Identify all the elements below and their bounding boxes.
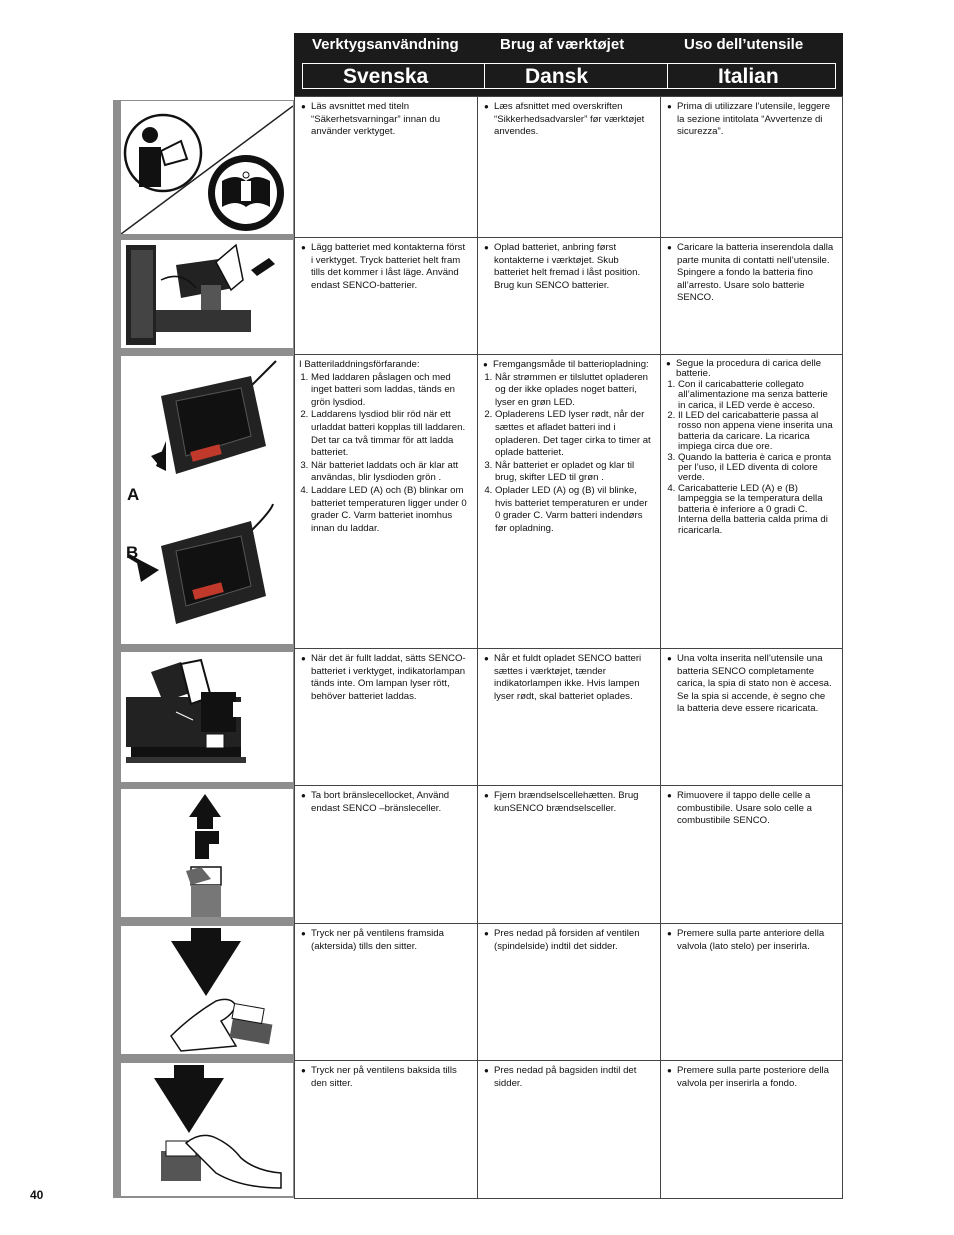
charger-illustration [121, 356, 293, 644]
bullet-icon: ● [484, 243, 489, 252]
row3-it-list [666, 380, 836, 536]
label-b: B [126, 543, 139, 562]
bullet-icon: ● [667, 243, 672, 252]
list-item: 3. När batteriet laddats och är klar att användas, blir lysdioden grön . [311, 460, 471, 485]
row1-it-text: Prima di utilizzare l’utensile, leggere la sezione intitolata “Avvertenze di sicurezza”. [677, 101, 831, 138]
tool-indicator-illustration [121, 652, 293, 782]
bullet-icon: ● [301, 654, 306, 663]
bullet-icon: ● [484, 929, 489, 938]
row3-it-intro: Segue la procedura di carica delle batterie. [676, 358, 822, 380]
col2-heading: Brug af værktøjet [500, 36, 625, 53]
list-item: 1. Con il caricabatterie collegato all’alimentazione ma senza batterie in carica, il LED verde è acceso. [678, 380, 836, 411]
row7-sv-text: Tryck ner på ventilens baksida tills den sitter. [311, 1065, 457, 1089]
row3-da-intro: Fremgangsmåde til batteriopladning: [493, 359, 649, 370]
table-row [294, 648, 843, 785]
row5-da-text: Fjern brændselscellehætten. Brug kunSENCO brændselsceller. [494, 790, 639, 814]
table-row [294, 237, 843, 354]
row7-it-text: Premere sulla parte posteriore della valvola per inserirla a fondo. [677, 1065, 829, 1089]
bullet-icon: ● [484, 654, 489, 663]
col3-heading: Uso dell’utensile [684, 36, 804, 53]
press-valve-front-illustration [121, 926, 293, 1054]
bullet-icon: ● [484, 791, 489, 800]
list-item: 2. Il LED del caricabatterie passa al rosso non appena viene inserita una batteria da caricare. La ricarica impiega circa due ore. [678, 411, 836, 453]
row4-sv-text: När det är fullt laddat, sätts SENCO-batteriet i verktyget, indikatorlampan tänds inte. Om lampan lyser rött, behöver batteriet laddas. [311, 653, 466, 702]
bullet-icon: ● [667, 929, 672, 938]
list-item: 4. Laddare LED (A) och (B) blinkar om batteriet temperaturen ligger under 0 grader C. Varm batteriet inomhus innan du laddar. [311, 485, 471, 535]
row2-it-text: Caricare la batteria inserendola dalla parte munita di contatti nell’utensile. Spingere a fondo la batteria fino all’arresto. Usare solo batterie SENCO. [677, 242, 834, 304]
table-row [294, 785, 843, 923]
row6-da-text: Pres nedad på forsiden af ventilen (spindelside) indtil det sidder. [494, 928, 640, 952]
row3-sv-list [299, 372, 471, 536]
row6-it-text: Premere sulla parte anteriore della valvola (lato stelo) per inserirla. [677, 928, 825, 952]
table-row [294, 923, 843, 1060]
row2-da-text: Oplad batteriet, anbring først kontakterne i værktøjet. Skub batteriet helt fremad i låst position. Brug kun SENCO batterier. [494, 242, 641, 291]
bullet-icon: ● [666, 359, 671, 368]
list-item: 3. Quando la batteria è carica e pronta per l’uso, il LED diventa di colore verde. [678, 453, 836, 484]
insert-battery-illustration [121, 240, 293, 348]
col1-heading: Verktygsanvändning [312, 36, 459, 53]
row4-da-text: Når et fuldt opladet SENCO batteri sættes i værktøjet, tænder indikatorlampen ikke. Hvis lampen lyser rødt, skal batteriet oplades. [494, 653, 642, 702]
label-a: A [127, 485, 140, 504]
list-item: 1. Med laddaren påslagen och med inget batteri som laddas, tänds en grön lysdiod. [311, 372, 471, 410]
row5-sv-text: Ta bort bränslecellocket, Använd endast SENCO –bränsleceller. [311, 790, 450, 814]
list-item: 3. Når batteriet er opladet og klar til brug, skifter LED til grøn . [495, 460, 654, 485]
table-row [294, 1060, 843, 1198]
list-item: 2. Laddarens lysdiod blir röd när ett urladdat batteri kopplas till laddaren. Det tar ca två timmar för att ladda batteriet. [311, 409, 471, 459]
bullet-icon: ● [667, 654, 672, 663]
row4-it-text: Una volta inserita nell’utensile una batteria SENCO completamente carica, la spia di stato non è accesa. Se la spia si accende, è segno che la batteria deve essere ricaricata. [677, 653, 832, 715]
list-item: 4. Oplader LED (A) og (B) vil blinke, hvis batteriet temperaturen er under 0 grader C. Varm batteri indendørs før opladning. [495, 485, 654, 535]
row2-sv-text: Lägg batteriet med kontakterna först i verktyget. Tryck batteriet helt fram tills det kommer i låst läge. Använd endast SENCO-batterier. [311, 242, 466, 291]
table-bottom-border [294, 1198, 843, 1199]
table-row [294, 354, 843, 648]
bullet-icon: ● [301, 102, 306, 111]
list-item: 2. Opladerens LED lyser rødt, når der sættes et afladet batteri ind i opladeren. Det tager cirka to timer at oplade batteriet. [495, 409, 654, 459]
row3-sv-intro: I Batteriladdningsförfarande: [299, 359, 420, 370]
bullet-icon: ● [301, 929, 306, 938]
bullet-icon: ● [667, 1066, 672, 1075]
press-valve-back-illustration [121, 1063, 293, 1196]
list-item: 4. Caricabatterie LED (A) e (B) lampeggia se la temperatura della batteria è inferiore a 0 gradi C. Interna della batteria calda prima di ricaricarla. [678, 484, 836, 536]
row1-da-text: Læs afsnittet med overskriften “Sikkerhedsadvarsler” før værktøjet anvendes. [494, 101, 645, 138]
bullet-icon: ● [667, 102, 672, 111]
fuel-cell-cap-illustration [121, 789, 293, 917]
col1-language: Svenska [302, 63, 485, 89]
row5-it-text: Rimuovere il tappo delle celle a combustibile. Usare solo celle a combustibile SENCO. [677, 790, 812, 827]
list-item: 1. Når strømmen er tilsluttet opladeren og der ikke oplades noget batteri, lyser en grøn LED. [495, 372, 654, 410]
bullet-icon: ● [484, 102, 489, 111]
bullet-icon: ● [301, 243, 306, 252]
row7-da-text: Pres nedad på bagsiden indtil det sidder. [494, 1065, 637, 1089]
page-number: 40 [30, 1188, 44, 1202]
table-row [294, 96, 843, 237]
bullet-icon: ● [301, 791, 306, 800]
row6-sv-text: Tryck ner på ventilens framsida (aktersida) tills den sitter. [311, 928, 444, 952]
read-manual-illustration [121, 101, 293, 234]
row3-da-list [483, 372, 654, 536]
bullet-icon: ● [484, 1066, 489, 1075]
language-header [294, 33, 843, 96]
col3-language: Italian [667, 63, 836, 89]
bullet-icon: ● [301, 1066, 306, 1075]
row1-sv-text: Läs avsnittet med titeln “Säkerhetsvarningar” innan du använder verktyget. [311, 101, 441, 138]
col2-language: Dansk [484, 63, 668, 89]
bullet-icon: ● [667, 791, 672, 800]
bullet-icon: ● [483, 360, 488, 369]
